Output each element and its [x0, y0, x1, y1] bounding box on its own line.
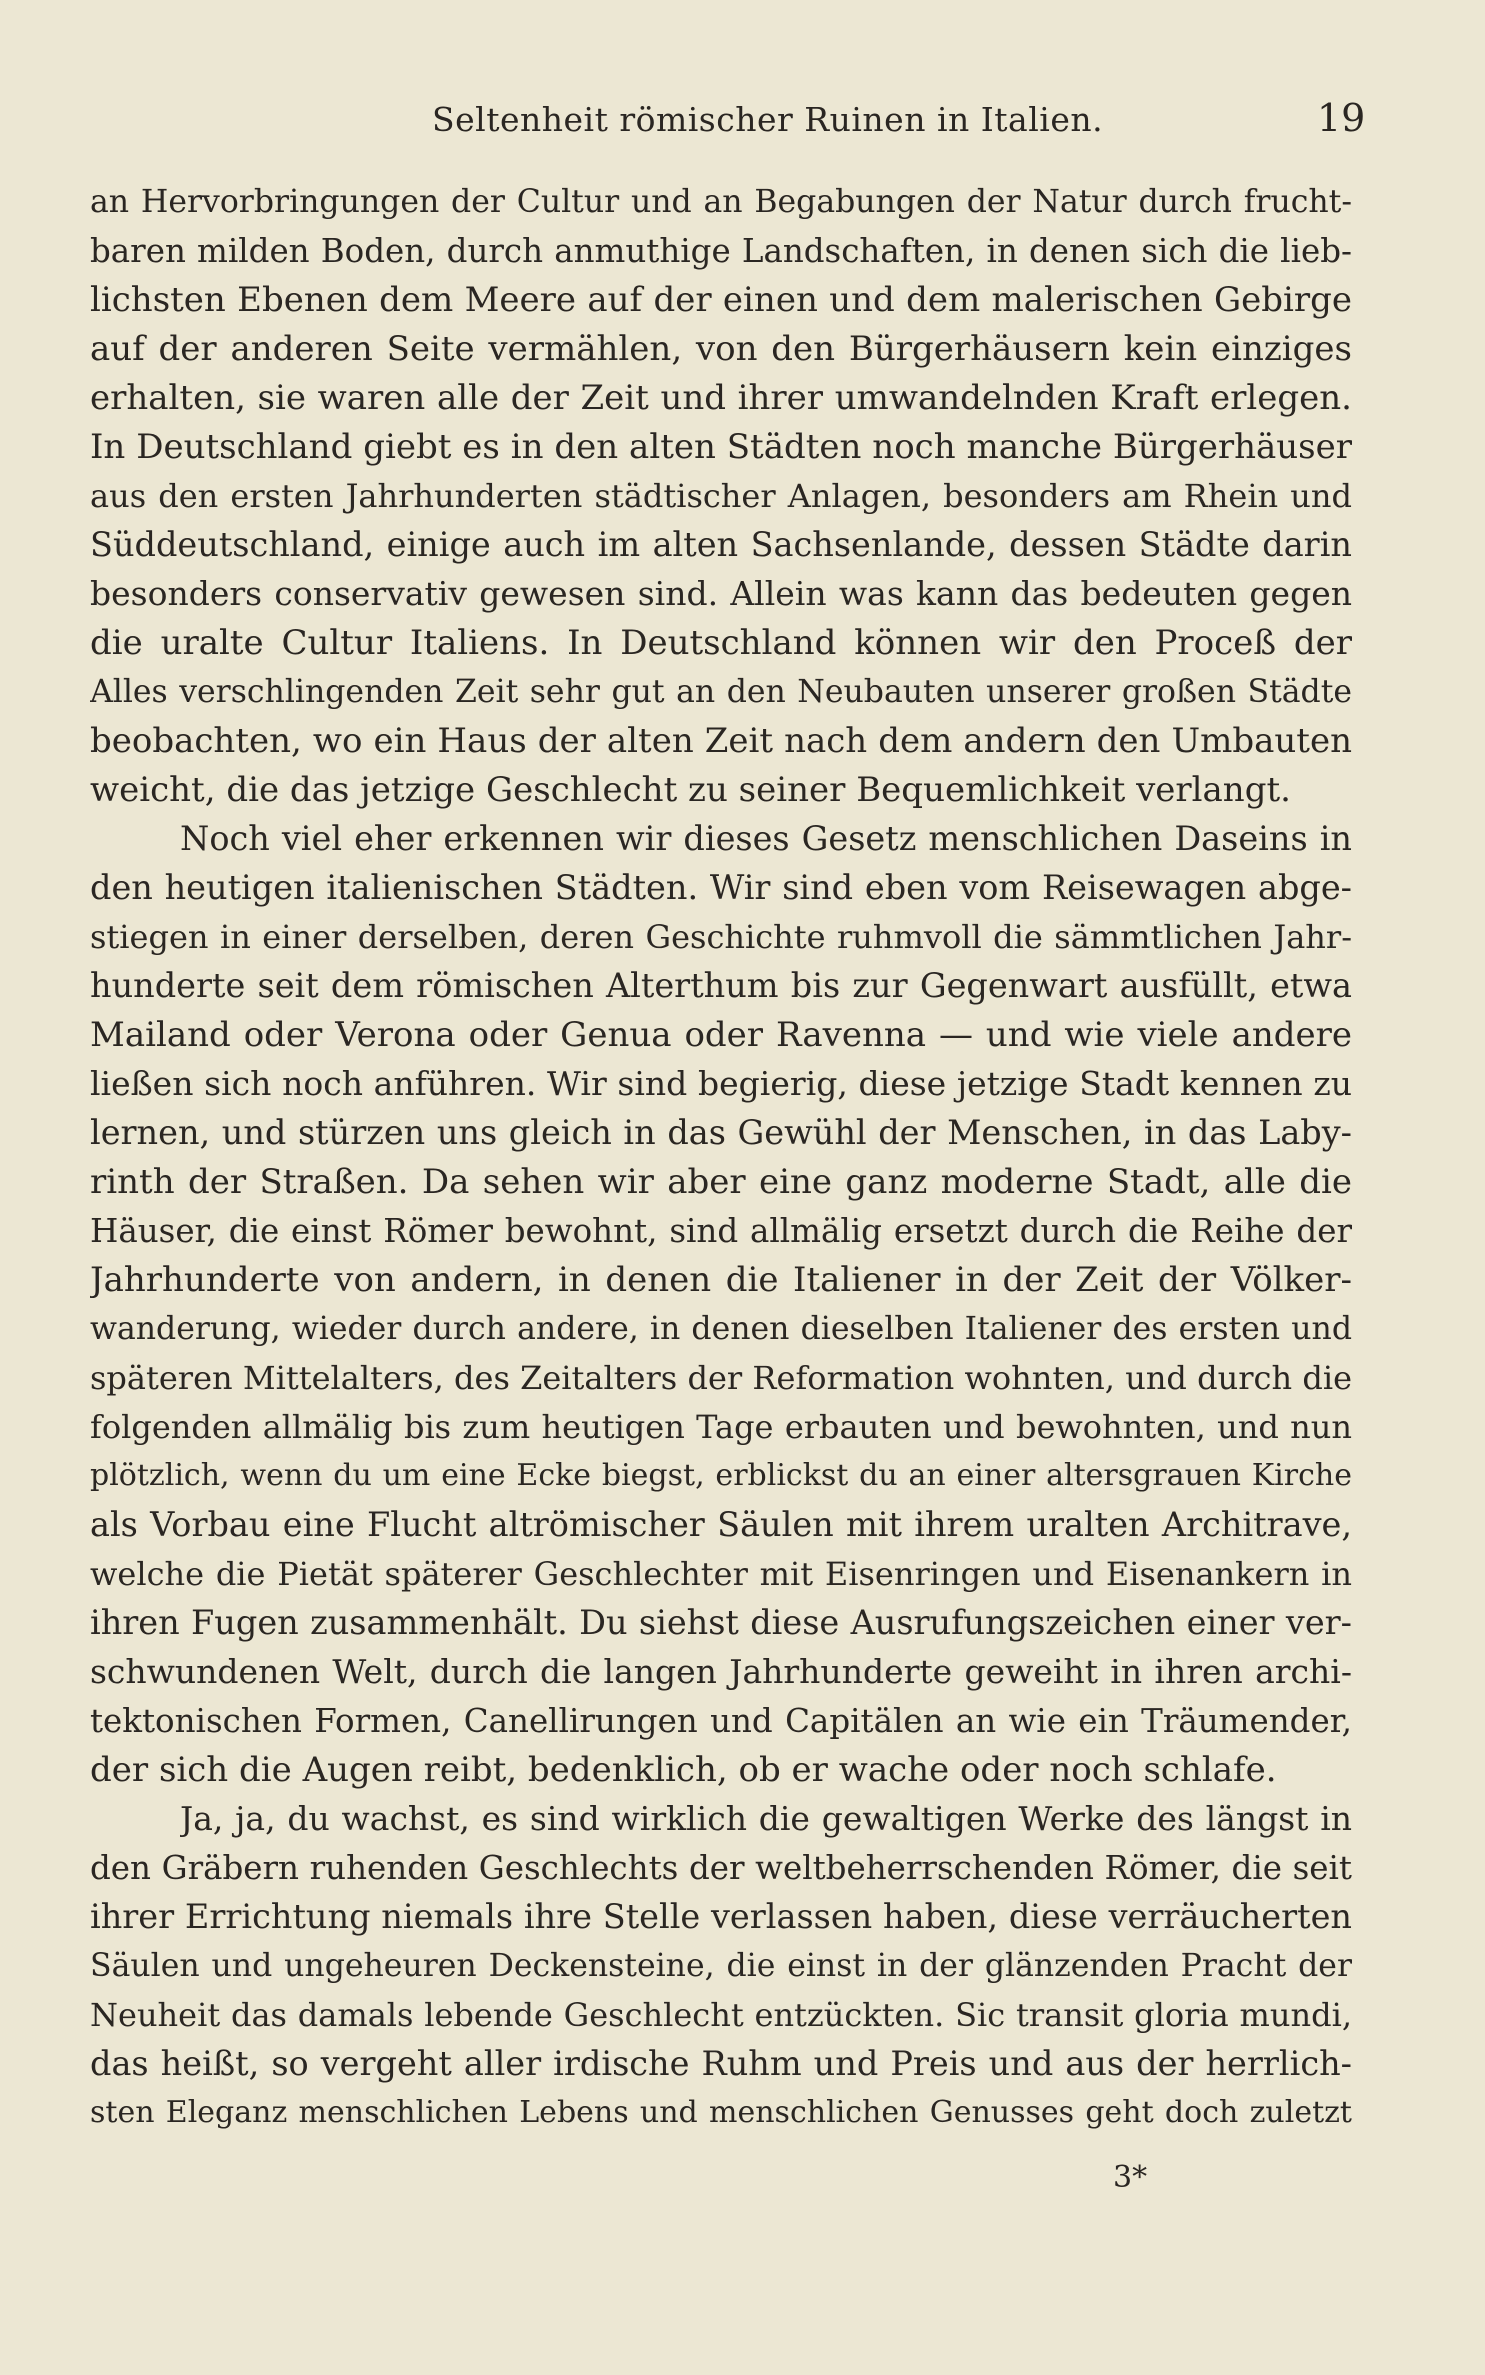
text-line: an Hervorbringungen der Cultur und an Begabungen der Natur durch frucht-	[90, 184, 1352, 220]
text-line: In Deutschland giebt es in den alten Städten noch manche Bürgerhäuser	[90, 427, 1352, 467]
text-line: lichsten Ebenen dem Meere auf der einen und dem malerischen Gebirge	[90, 280, 1352, 320]
text-line: späteren Mittelalters, des Zeitalters der Reformation wohnten, und durch die	[90, 1359, 1352, 1397]
text-line: Alles verschlingenden Zeit sehr gut an den Neubauten unserer großen Städte	[90, 674, 1352, 710]
text-line: plötzlich, wenn du um eine Ecke biegst, erblickst du an einer altersgrauen Kirche	[90, 1458, 1352, 1493]
text-line: als Vorbau eine Flucht altrömischer Säulen mit ihrem uralten Architrave,	[90, 1505, 1352, 1544]
text-line: ihren Fugen zusammenhält. Du siehst diese Ausrufungszeichen einer ver-	[90, 1603, 1352, 1642]
text-line: sten Eleganz menschlichen Lebens und menschlichen Genusses geht doch zuletzt	[90, 2095, 1352, 2130]
text-line: Neuheit das damals lebende Geschlecht entzückten. Sic transit gloria mundi,	[90, 1996, 1352, 2034]
text-line: Mailand oder Verona oder Genua oder Ravenna — und wie viele andere	[90, 1015, 1352, 1055]
text-line: Säulen und ungeheuren Deckensteine, die einst in der glänzenden Pracht der	[90, 1948, 1352, 1984]
text-line: ihrer Errichtung niemals ihre Stelle verlassen haben, diese verräucherten	[90, 1897, 1352, 1936]
text-line: welche die Pietät späterer Geschlechter mit Eisenringen und Eisenankern in	[90, 1555, 1352, 1593]
text-line: rinth der Straßen. Da sehen wir aber eine ganz moderne Stadt, alle die	[90, 1162, 1352, 1202]
running-title: Seltenheit römischer Ruinen in Italien.	[432, 100, 1104, 139]
text-line: die uralte Cultur Italiens. In Deutschland können wir den Proceß der	[90, 623, 1352, 663]
text-line: Noch viel eher erkennen wir dieses Gesetz menschlichen Daseins in	[180, 819, 1352, 858]
text-line: Süddeutschland, einige auch im alten Sachsenlande, dessen Städte darin	[90, 525, 1352, 564]
text-line: den Gräbern ruhenden Geschlechts der weltbeherrschenden Römer, die seit	[90, 1849, 1352, 1887]
text-line: tektonischen Formen, Canellirungen und Capitälen an wie ein Träumender,	[90, 1702, 1352, 1740]
text-line: lernen, und stürzen uns gleich in das Gewühl der Menschen, in das Laby-	[90, 1113, 1352, 1152]
text-line: erhalten, sie waren alle der Zeit und ihrer umwandelnden Kraft erlegen.	[90, 378, 1352, 418]
page-header	[0, 92, 1485, 148]
text-line: den heutigen italienischen Städten. Wir sind eben vom Reisewagen abge-	[90, 868, 1352, 907]
signature-mark: 3*	[1113, 2160, 1148, 2195]
text-line: schwundenen Welt, durch die langen Jahrhunderte geweiht in ihren archi-	[90, 1652, 1352, 1691]
text-line: Ja, ja, du wachst, es sind wirklich die gewaltigen Werke des längst in	[180, 1799, 1352, 1838]
text-line: der sich die Augen reibt, bedenklich, ob er wache oder noch schlafe.	[90, 1750, 1277, 1790]
text-line: auf der anderen Seite vermählen, von den Bürgerhäusern kein einziges	[90, 329, 1352, 369]
text-line: wanderung, wieder durch andere, in denen dieselben Italiener des ersten und	[90, 1311, 1352, 1347]
text-line: hunderte seit dem römischen Alterthum bis zur Gegenwart ausfüllt, etwa	[90, 966, 1352, 1005]
text-line: weicht, die das jetzige Geschlecht zu seiner Bequemlichkeit verlangt.	[90, 770, 1291, 810]
text-line: Häuser, die einst Römer bewohnt, sind allmälig ersetzt durch die Reihe der	[90, 1212, 1352, 1250]
text-line: Jahrhunderte von andern, in denen die Italiener in der Zeit der Völker-	[90, 1260, 1352, 1300]
text-line: aus den ersten Jahrhunderten städtischer Anlagen, besonders am Rhein und	[90, 477, 1352, 515]
text-line: baren milden Boden, durch anmuthige Landschaften, in denen sich die lieb-	[90, 232, 1352, 270]
text-line: besonders conservativ gewesen sind. Allein was kann das bedeuten gegen	[90, 574, 1352, 613]
text-line: stiegen in einer derselben, deren Geschichte ruhmvoll die sämmtlichen Jahr-	[90, 918, 1352, 956]
text-line: beobachten, wo ein Haus der alten Zeit nach dem andern den Umbauten	[90, 721, 1352, 761]
text-line: das heißt, so vergeht aller irdische Ruhm und Preis und aus der herrlich-	[90, 2044, 1352, 2083]
page-number: 19	[1317, 96, 1366, 140]
text-line: folgenden allmälig bis zum heutigen Tage erbauten und bewohnten, und nun	[90, 1408, 1352, 1446]
text-line: ließen sich noch anführen. Wir sind begierig, diese jetzige Stadt kennen zu	[90, 1064, 1352, 1103]
